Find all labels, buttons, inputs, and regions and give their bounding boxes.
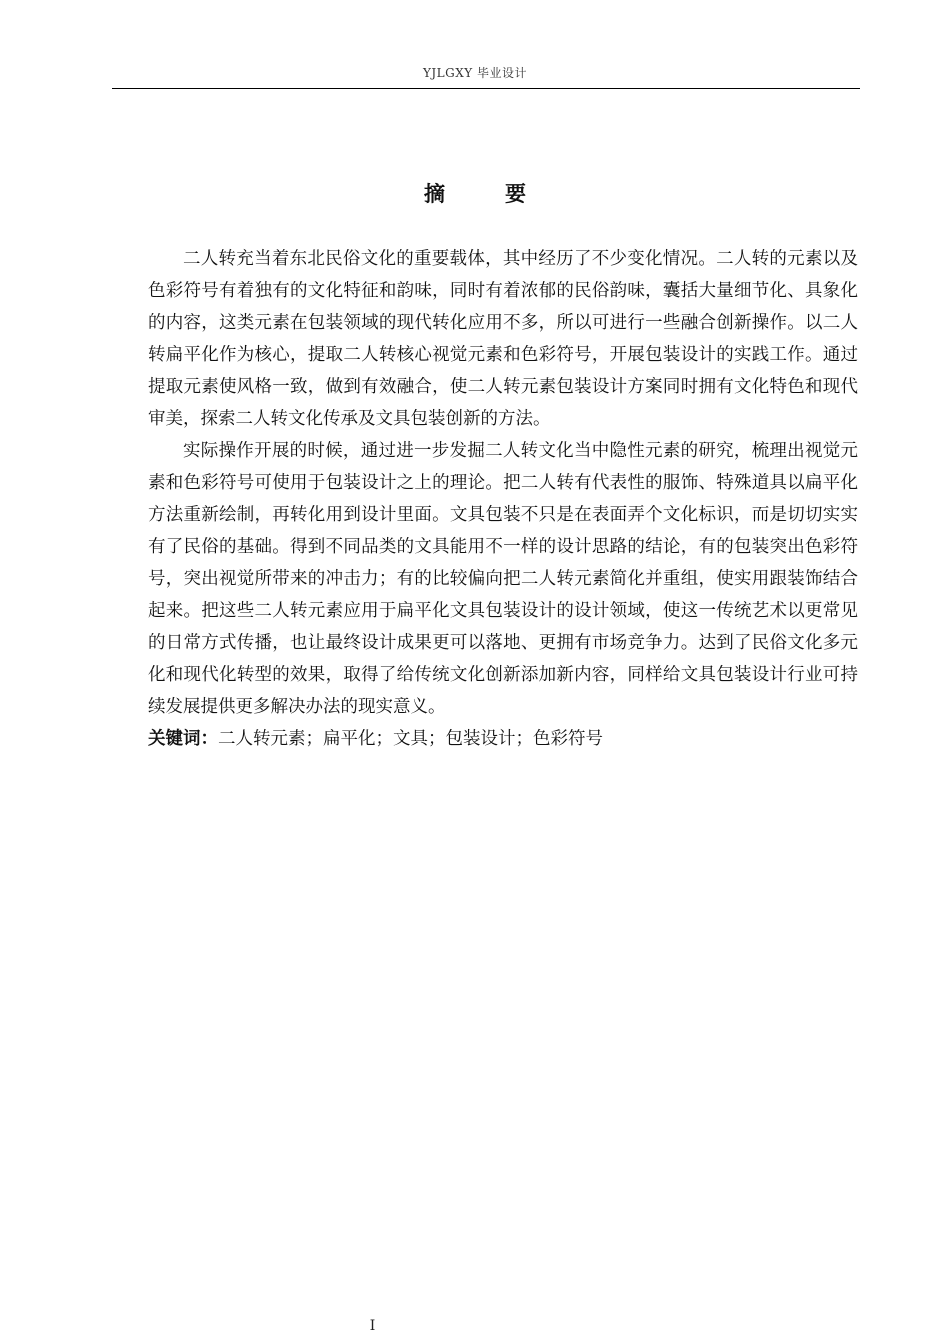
page-number: I (369, 1318, 376, 1334)
header-rule (112, 88, 860, 89)
abstract-body (148, 243, 858, 755)
keywords-value: 二人转元素；扁平化；文具；包装设计；色彩符号 (218, 729, 603, 749)
running-header: YJLGXY 毕业设计 (422, 66, 528, 80)
keywords-line (148, 723, 858, 755)
abstract-paragraph-2: 实际操作开展的时候，通过进一步发掘二人转文化当中隐性元素的研究，梳理出视觉元素和色彩符号可使用于包装设计之上的理论。把二人转有代表性的服饰、特殊道具以扁平化方法重新绘制，再转化用到设计里面。文具包装不只是在表面弄个文化标识，而是切切实实有了民俗的基础。得到不同品类的文具能用不一样的设计思路的结论，有的包装突出色彩符号，突出视觉所带来的冲击力；有的比较偏向把二人转元素简化并重组，使实用跟装饰结合起来。把这些二人转元素应用于扁平化文具包装设计的设计领域，使这一传统艺术以更常见的日常方式传播，也让最终设计成果更可以落地、更拥有市场竞争力。达到了民俗文化多元化和现代化转型的效果，取得了给传统文化创新添加新内容，同样给文具包装设计行业可持续发展提供更多解决办法的现实意义。 (148, 441, 858, 717)
abstract-paragraph-1: 二人转充当着东北民俗文化的重要载体，其中经历了不少变化情况。二人转的元素以及色彩符号有着独有的文化特征和韵味，同时有着浓郁的民俗韵味，囊括大量细节化、具象化的内容，这类元素在包装领域的现代转化应用不多，所以可进行一些融合创新操作。以二人转扁平化作为核心，提取二人转核心视觉元素和色彩符号，开展包装设计的实践工作。通过提取元素使风格一致，做到有效融合，使二人转元素包装设计方案同时拥有文化特色和现代审美，探索二人转文化传承及文具包装创新的方法。 (148, 249, 858, 429)
keywords-label: 关键词： (148, 729, 218, 749)
page-title: 摘要 (424, 181, 586, 206)
